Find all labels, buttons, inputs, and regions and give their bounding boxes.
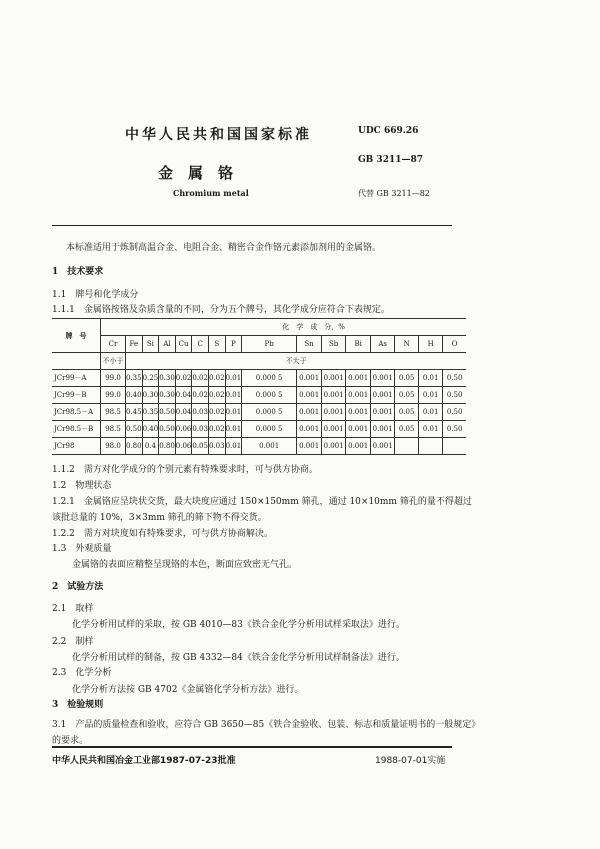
section-2-3-heading: 2.3 化学分析 xyxy=(52,668,112,678)
approval-line: 中华人民共和国冶金工业部1987-07-23批准 xyxy=(52,756,236,766)
element-header-o: O xyxy=(443,336,467,353)
section-1-3-heading: 1.3 外观质量 xyxy=(52,544,112,554)
value-cell: 99.0 xyxy=(101,387,126,404)
value-cell: 0.01 xyxy=(225,387,242,404)
document-title: 金 属 铬 xyxy=(158,164,234,182)
value-cell: 0.50 xyxy=(159,421,176,438)
value-cell: 0.40 xyxy=(126,387,143,404)
brand-cell: JCr98.5－A xyxy=(52,404,101,421)
element-header-cu: Cu xyxy=(175,336,192,353)
footer-divider xyxy=(52,746,452,748)
value-cell: 0.001 xyxy=(297,370,322,387)
value-cell: 0.30 xyxy=(159,387,176,404)
element-header-bi: Bi xyxy=(346,336,371,353)
value-cell: 0.02 xyxy=(208,370,225,387)
value-cell: 0.30 xyxy=(159,370,176,387)
value-cell: 98.0 xyxy=(101,438,126,455)
value-cell: 0.001 xyxy=(297,438,322,455)
brand-cell: JCr99－A xyxy=(52,370,101,387)
min-label: 不小于 xyxy=(101,353,126,370)
value-cell: 0.001 xyxy=(371,404,395,421)
value-cell: 0.03 xyxy=(208,438,225,455)
element-header-al: Al xyxy=(159,336,176,353)
brand-cell: JCr99－B xyxy=(52,387,101,404)
value-cell: 0.80 xyxy=(126,438,143,455)
value-cell: 0.04 xyxy=(175,387,192,404)
section-1-heading: 1 技术要求 xyxy=(52,267,104,277)
table-row xyxy=(52,387,466,404)
section-2-3-text: 化学分析方法按 GB 4702《金属铬化学分析方法》进行。 xyxy=(72,685,304,695)
value-cell: 0.001 xyxy=(371,421,395,438)
value-cell: 0.001 xyxy=(371,438,395,455)
value-cell: 0.001 xyxy=(346,404,371,421)
value-cell: 0.05 xyxy=(395,370,419,387)
element-header-sn: Sn xyxy=(297,336,322,353)
value-cell: 0.001 xyxy=(297,387,322,404)
value-cell: 0.02 xyxy=(208,404,225,421)
value-cell: 0.05 xyxy=(395,404,419,421)
value-cell: 0.01 xyxy=(419,387,443,404)
table-row xyxy=(52,438,466,455)
value-cell: 0.001 xyxy=(322,421,346,438)
value-cell: 98.5 xyxy=(101,421,126,438)
value-cell: 0.001 xyxy=(322,438,346,455)
replaces-standard: 代替 GB 3211—82 xyxy=(358,189,430,198)
section-2-1-text: 化学分析用试样的采取，按 GB 4010—83《铁合金化学分析用试样采取法》进行。 xyxy=(72,620,405,630)
udc-number: UDC 669.26 xyxy=(358,126,419,136)
value-cell: 0.50 xyxy=(126,421,143,438)
element-header-h: H xyxy=(419,336,443,353)
element-header-sb: Sb xyxy=(322,336,346,353)
section-1-1-2-text: 1.1.2 需方对化学成分的个别元素有特殊要求时，可与供方协商。 xyxy=(52,465,318,475)
section-1-2-1-text-cont: 该批总量的 10%，3×3mm 筛孔的筛下物不得交货。 xyxy=(52,513,267,523)
section-1-2-2-text: 1.2.2 需方对块度如有特殊要求，可与供方协商解决。 xyxy=(52,529,273,539)
element-header-c: C xyxy=(192,336,209,353)
section-1-2-1-text: 1.2.1 金属铬应呈块状交货，最大块度应通过 150×150mm 筛孔，通过 10×10mm 筛孔的量不得超过 xyxy=(52,497,472,507)
value-cell: 0.001 xyxy=(322,387,346,404)
value-cell: 0.03 xyxy=(192,421,209,438)
element-header-n: N xyxy=(395,336,419,353)
section-2-2-heading: 2.2 制样 xyxy=(52,637,94,647)
value-cell: 0.01 xyxy=(225,421,242,438)
section-2-2-text: 化学分析用试样的制备，按 GB 4332—84《铁合金化学分析用试样制备法》进行。 xyxy=(72,653,405,663)
value-cell: 0.06 xyxy=(175,421,192,438)
section-1-1-1-text: 1.1.1 金属铬按铬及杂质含量的不同，分为五个牌号，其化学成分应符合下表规定。 xyxy=(52,305,390,315)
value-cell: 0.001 xyxy=(346,387,371,404)
value-cell: 0.001 xyxy=(322,370,346,387)
effective-date: 1988-07-01实施 xyxy=(375,756,446,766)
element-header-s: S xyxy=(208,336,225,353)
brand-cell: JCr98.5－B xyxy=(52,421,101,438)
section-3-heading: 3 检验规则 xyxy=(52,700,104,710)
value-cell: 0.001 xyxy=(322,404,346,421)
section-3-1-text: 3.1 产品的质量检查和验收，应符合 GB 3650—85《铁合金验收、包装、标志和质量证明书的一般规定》 xyxy=(52,720,481,730)
value-cell: 0.06 xyxy=(175,438,192,455)
value-cell: 0.04 xyxy=(175,404,192,421)
value-cell: 0.35 xyxy=(142,404,159,421)
value-cell: 0.50 xyxy=(443,387,467,404)
value-cell: 0.02 xyxy=(192,370,209,387)
intro-text: 本标准适用于炼制高温合金、电阻合金、精密合金作铬元素添加剂用的金属铬。 xyxy=(66,243,382,253)
element-header-pb: Pb xyxy=(242,336,297,353)
max-label: 不大于 xyxy=(126,353,467,370)
header-divider xyxy=(52,225,452,226)
value-cell: 0.02 xyxy=(175,370,192,387)
value-cell: 0.05 xyxy=(395,387,419,404)
value-cell: 0.01 xyxy=(225,438,242,455)
composition-header: 化 学 成 分，% xyxy=(101,319,467,336)
element-header-as: As xyxy=(371,336,395,353)
value-cell: 0.05 xyxy=(395,421,419,438)
value-cell: 0.01 xyxy=(225,404,242,421)
value-cell: 0.001 xyxy=(346,370,371,387)
value-cell: 0.02 xyxy=(192,387,209,404)
table-row xyxy=(52,370,466,387)
value-cell: 0.50 xyxy=(443,370,467,387)
value-cell: 0.000 5 xyxy=(242,370,297,387)
value-cell: 0.40 xyxy=(142,421,159,438)
value-cell: 0.01 xyxy=(419,404,443,421)
section-1-3-text: 金属铬的表面应精整呈现铬的本色，断面应致密无气孔。 xyxy=(72,560,298,570)
value-cell: 0.01 xyxy=(419,421,443,438)
value-cell: 0.01 xyxy=(225,370,242,387)
section-2-1-heading: 2.1 取样 xyxy=(52,604,94,614)
element-header-cr: Cr xyxy=(101,336,126,353)
value-cell: 0.4 xyxy=(142,438,159,455)
value-cell xyxy=(443,438,467,455)
value-cell: 0.001 xyxy=(346,438,371,455)
standard-number: GB 3211—87 xyxy=(358,155,423,165)
value-cell: 0.000 5 xyxy=(242,421,297,438)
value-cell: 99.0 xyxy=(101,370,126,387)
document-title-en: Chromium metal xyxy=(173,188,249,198)
section-1-2-heading: 1.2 物理状态 xyxy=(52,481,112,491)
section-3-1-text-cont: 的要求。 xyxy=(52,736,89,746)
table-row xyxy=(52,404,466,421)
value-cell: 0.02 xyxy=(208,387,225,404)
value-cell: 0.001 xyxy=(346,421,371,438)
value-cell: 0.03 xyxy=(192,404,209,421)
element-header-fe: Fe xyxy=(126,336,143,353)
value-cell: 0.35 xyxy=(126,370,143,387)
element-header-p: P xyxy=(225,336,242,353)
value-cell: 0.001 xyxy=(297,404,322,421)
value-cell: 0.000 5 xyxy=(242,404,297,421)
value-cell: 0.05 xyxy=(192,438,209,455)
value-cell: 0.80 xyxy=(159,438,176,455)
org-title: 中华人民共和国国家标准 xyxy=(125,127,312,143)
brand-header: 牌 号 xyxy=(52,319,101,353)
value-cell: 0.001 xyxy=(297,421,322,438)
brand-cell: JCr98 xyxy=(52,438,101,455)
value-cell: 0.25 xyxy=(142,370,159,387)
value-cell: 0.30 xyxy=(142,387,159,404)
element-header-si: Si xyxy=(142,336,159,353)
value-cell xyxy=(395,438,419,455)
value-cell: 0.001 xyxy=(371,387,395,404)
value-cell: 0.50 xyxy=(443,404,467,421)
value-cell: 0.000 5 xyxy=(242,387,297,404)
value-cell: 0.001 xyxy=(371,370,395,387)
section-1-1-heading: 1.1 牌号和化学成分 xyxy=(52,290,139,300)
chemical-composition-table xyxy=(52,318,466,455)
section-2-heading: 2 试验方法 xyxy=(52,582,104,592)
value-cell: 0.02 xyxy=(208,421,225,438)
value-cell xyxy=(419,438,443,455)
value-cell: 0.50 xyxy=(443,421,467,438)
value-cell: 0.50 xyxy=(159,404,176,421)
value-cell: 98.5 xyxy=(101,404,126,421)
value-cell: 0.45 xyxy=(126,404,143,421)
value-cell: 0.001 xyxy=(242,438,297,455)
value-cell: 0.01 xyxy=(419,370,443,387)
table-row xyxy=(52,421,466,438)
